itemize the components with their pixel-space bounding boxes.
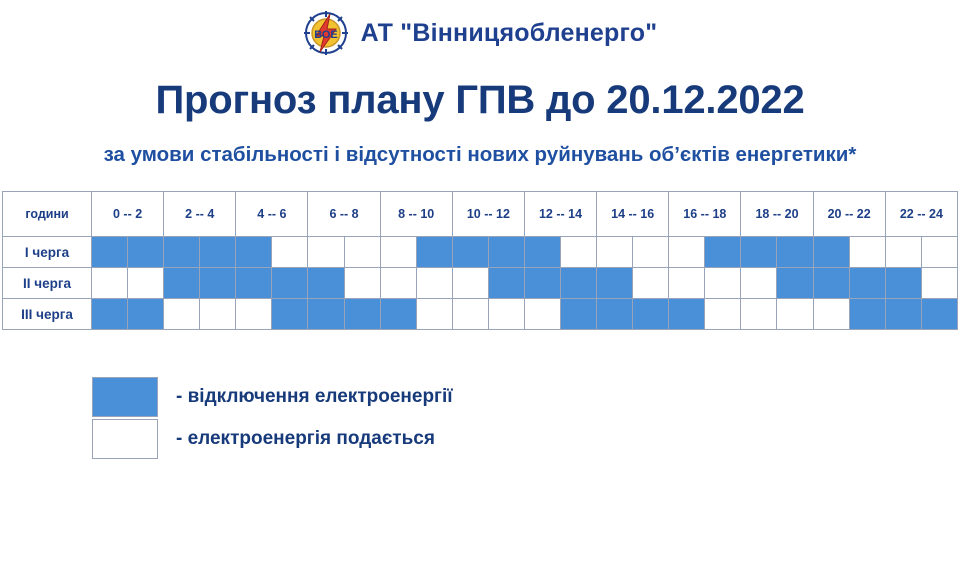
time-column-header: 20 -- 22: [813, 192, 885, 237]
legend-label: - відключення електроенергії: [176, 386, 453, 407]
outage-schedule-table: [2, 191, 958, 330]
power-on-cell: [344, 268, 380, 299]
page-subtitle: за умови стабільності і відсутності нових руйнувань об’єктів енергетики*: [103, 143, 857, 166]
power-on-cell: [705, 299, 741, 330]
outage-cell: [777, 268, 813, 299]
power-on-cell: [488, 299, 524, 330]
page-header: [0, 0, 960, 52]
table-header-row: [3, 192, 958, 237]
power-on-cell: [813, 299, 849, 330]
outage-cell: [308, 299, 344, 330]
outage-cell: [164, 268, 200, 299]
outage-cell: [741, 237, 777, 268]
legend-row: [92, 376, 960, 418]
table-row: [3, 268, 958, 299]
time-column-header: 18 -- 20: [741, 192, 813, 237]
time-column-header: 16 -- 18: [669, 192, 741, 237]
power-on-cell: [380, 237, 416, 268]
legend-row: [92, 418, 960, 460]
outage-cell: [633, 299, 669, 330]
power-on-cell: [416, 268, 452, 299]
outage-cell: [380, 299, 416, 330]
outage-cell: [164, 237, 200, 268]
power-on-cell: [849, 237, 885, 268]
power-on-cell: [921, 268, 957, 299]
time-column-header: 2 -- 4: [164, 192, 236, 237]
power-on-cell: [741, 268, 777, 299]
power-on-cell: [524, 299, 560, 330]
outage-cell: [344, 299, 380, 330]
outage-cell: [849, 299, 885, 330]
outage-cell: [128, 299, 164, 330]
time-column-header: 10 -- 12: [452, 192, 524, 237]
outage-cell: [452, 237, 488, 268]
power-on-cell: [885, 237, 921, 268]
time-column-header: 14 -- 16: [597, 192, 669, 237]
power-on-cell: [128, 268, 164, 299]
page-title: Прогноз плану ГПВ до 20.12.2022: [155, 78, 805, 122]
power-on-cell: [200, 299, 236, 330]
legend-swatch-outage: [92, 377, 158, 417]
power-on-cell: [416, 299, 452, 330]
outage-cell: [488, 268, 524, 299]
outage-cell: [524, 268, 560, 299]
table-row: [3, 299, 958, 330]
queue-row-label: I черга: [3, 237, 92, 268]
time-column-header: 4 -- 6: [236, 192, 308, 237]
legend: [0, 376, 960, 460]
outage-cell: [705, 237, 741, 268]
outage-cell: [92, 237, 128, 268]
outage-cell: [92, 299, 128, 330]
power-on-cell: [452, 268, 488, 299]
svg-text:ВОЕ: ВОЕ: [313, 29, 338, 41]
outage-cell: [308, 268, 344, 299]
voe-lightning-gear-logo-icon: [303, 10, 349, 56]
power-on-cell: [452, 299, 488, 330]
outage-cell: [597, 268, 633, 299]
power-on-cell: [741, 299, 777, 330]
power-on-cell: [777, 299, 813, 330]
outage-cell: [524, 237, 560, 268]
queue-row-label: II черга: [3, 268, 92, 299]
company-name: АТ "Вінницяобленерго": [360, 18, 658, 47]
outage-cell: [200, 237, 236, 268]
outage-cell: [128, 237, 164, 268]
time-column-header: 8 -- 10: [380, 192, 452, 237]
power-on-cell: [921, 237, 957, 268]
power-on-cell: [92, 268, 128, 299]
outage-cell: [669, 299, 705, 330]
outage-cell: [921, 299, 957, 330]
outage-cell: [488, 237, 524, 268]
queue-row-label: III черга: [3, 299, 92, 330]
power-on-cell: [561, 237, 597, 268]
power-on-cell: [633, 268, 669, 299]
outage-cell: [849, 268, 885, 299]
power-on-cell: [344, 237, 380, 268]
power-on-cell: [236, 299, 272, 330]
outage-cell: [561, 268, 597, 299]
schedule-table-wrapper: [0, 191, 960, 330]
outage-cell: [561, 299, 597, 330]
outage-cell: [885, 299, 921, 330]
outage-cell: [200, 268, 236, 299]
power-on-cell: [164, 299, 200, 330]
power-on-cell: [669, 237, 705, 268]
outage-cell: [777, 237, 813, 268]
power-on-cell: [272, 237, 308, 268]
outage-cell: [416, 237, 452, 268]
table-row: [3, 237, 958, 268]
time-column-header: 12 -- 14: [524, 192, 596, 237]
outage-cell: [272, 299, 308, 330]
power-on-cell: [308, 237, 344, 268]
table-body: [3, 237, 958, 330]
legend-swatch-power-on: [92, 419, 158, 459]
outage-cell: [272, 268, 308, 299]
outage-cell: [885, 268, 921, 299]
time-column-header: 6 -- 8: [308, 192, 380, 237]
time-column-header: 22 -- 24: [885, 192, 957, 237]
time-column-header: 0 -- 2: [92, 192, 164, 237]
power-on-cell: [669, 268, 705, 299]
legend-label: - електроенергія подається: [176, 428, 435, 449]
outage-cell: [236, 268, 272, 299]
power-on-cell: [597, 237, 633, 268]
outage-cell: [597, 299, 633, 330]
outage-cell: [813, 237, 849, 268]
power-on-cell: [705, 268, 741, 299]
power-on-cell: [380, 268, 416, 299]
outage-cell: [236, 237, 272, 268]
outage-cell: [813, 268, 849, 299]
power-on-cell: [633, 237, 669, 268]
table-corner-label: години: [3, 192, 92, 237]
